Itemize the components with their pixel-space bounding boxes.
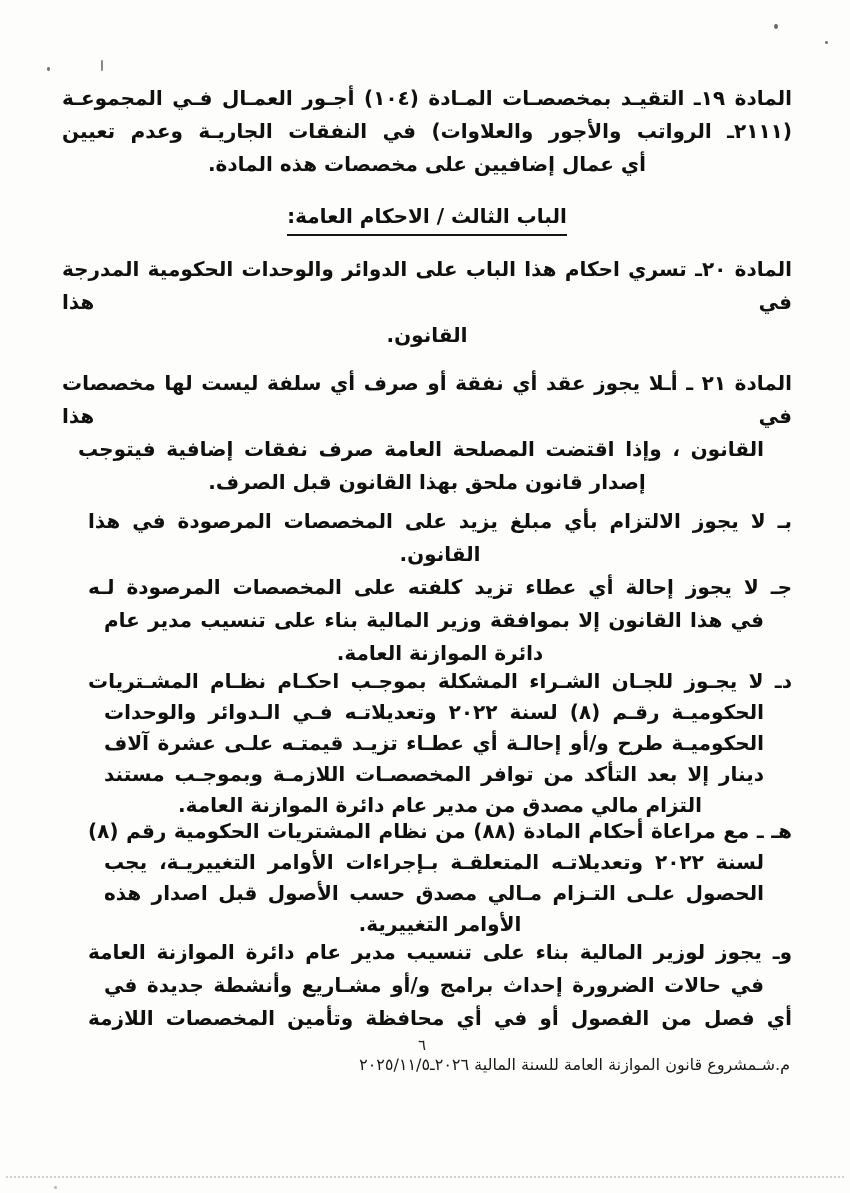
text-line: أي عمال إضافيين على مخصصات هذه المادة. xyxy=(207,152,647,176)
text-line: جـ لا يجوز إحالة أي عطاء تزيد كلفته على المخصصات المرصودة لـه xyxy=(88,575,792,599)
text-line: لسنة ٢٠٢٢ وتعديلاتـه المتعلقـة بـإجراءات الأوامر التغييريـة، يجب xyxy=(104,850,764,874)
text-line: وـ يجوز لوزير المالية بناء على تنسيب مدير عام دائرة الموازنة العامة xyxy=(88,940,792,964)
text-line: إصدار قانون ملحق بهذا القانون قبل الصرف. xyxy=(208,470,646,494)
article-21-item-b xyxy=(62,505,792,571)
chapter-heading-text: الباب الثالث / الاحكام العامة: xyxy=(287,200,567,236)
scan-artifact-line xyxy=(6,1176,844,1178)
article-21-item-e xyxy=(62,816,792,940)
text-line: القانون. xyxy=(399,542,481,566)
footer-document-note: م.شـمشروع قانون الموازنة العامة للسنة المالية ٢٠٢٦ـ٢٠٢٥/١١/٥ xyxy=(359,1055,790,1074)
text-line: في حالات الضرورة إحداث برامج و/أو مشـاريع وأنشطة جديدة في xyxy=(104,973,764,997)
scan-speck xyxy=(101,60,103,71)
text-line: المادة ٢١ ـ أـلا يجوز عقد أي نفقة أو صرف أي سلفة ليست لها مخصصات في هذا xyxy=(62,371,792,428)
article-21-item-f xyxy=(62,936,792,1035)
scan-speck xyxy=(54,1186,57,1189)
text-line: دينار إلا بعد التأكد من توافر المخصصـات اللازمـة وبموجـب مستند xyxy=(104,762,764,786)
article-21-item-a xyxy=(62,367,792,499)
page-number: ٦ xyxy=(417,1036,426,1054)
text-line: المادة ١٩ـ التقيـد بمخصصـات المـادة (١٠٤) أجـور العمـال فـي المجموعـة xyxy=(62,86,792,110)
scan-speck xyxy=(774,24,778,29)
text-line: الحكوميـة رقـم (٨) لسنة ٢٠٢٢ وتعديلاتـه فـي الـدوائر والوحدات xyxy=(104,700,764,724)
text-line: القانون. xyxy=(386,323,468,347)
text-line: دـ لا يجـوز للجـان الشـراء المشكلة بموجـب احكـام نظـام المشـتريات xyxy=(88,669,792,693)
text-line: المادة ٢٠ـ تسري احكام هذا الباب على الدوائر والوحدات الحكومية المدرجة في هذا xyxy=(62,257,792,314)
scan-speck xyxy=(47,67,50,71)
text-line: بـ لا يجوز الالتزام بأي مبلغ يزيد على المخصصات المرصودة في هذا xyxy=(88,509,792,533)
text-line: الحصول علـى التـزام مـالي مصدق حسب الأصول قبل اصدار هذه xyxy=(104,881,764,905)
text-line: أي فصل من الفصول أو في أي محافظة وتأمين المخصصات اللازمة xyxy=(88,1006,792,1030)
article-19-paragraph xyxy=(62,82,792,181)
article-21-item-c xyxy=(62,571,792,670)
text-line: الأوامر التغييرية. xyxy=(358,912,522,936)
article-21-item-d xyxy=(62,666,792,821)
text-line: هـ ـ مع مراعاة أحكام المادة (٨٨) من نظام المشتريات الحكومية رقم (٨) xyxy=(88,819,792,843)
scan-speck xyxy=(825,41,828,44)
chapter-3-heading xyxy=(62,200,792,236)
document-body xyxy=(62,82,792,1035)
text-line: (٢١١١ـ الرواتب والأجور والعلاوات) في النفقات الجاريـة وعدم تعيين xyxy=(62,119,792,143)
text-line: في هذا القانون إلا بموافقة وزير المالية بناء على تنسيب مدير عام xyxy=(104,608,764,632)
text-line: التزام مالي مصدق من مدير عام دائرة الموازنة العامة. xyxy=(178,793,702,817)
text-line: القانون ، وإذا اقتضت المصلحة العامة صرف نفقات إضافية فيتوجب xyxy=(78,437,764,461)
article-20-paragraph xyxy=(62,253,792,352)
text-line: الحكوميـة طرح و/أو إحالـة أي عطـاء تزيـد قيمتـه علـى عشرة آلاف xyxy=(104,731,764,755)
text-line: دائرة الموازنة العامة. xyxy=(336,641,544,665)
